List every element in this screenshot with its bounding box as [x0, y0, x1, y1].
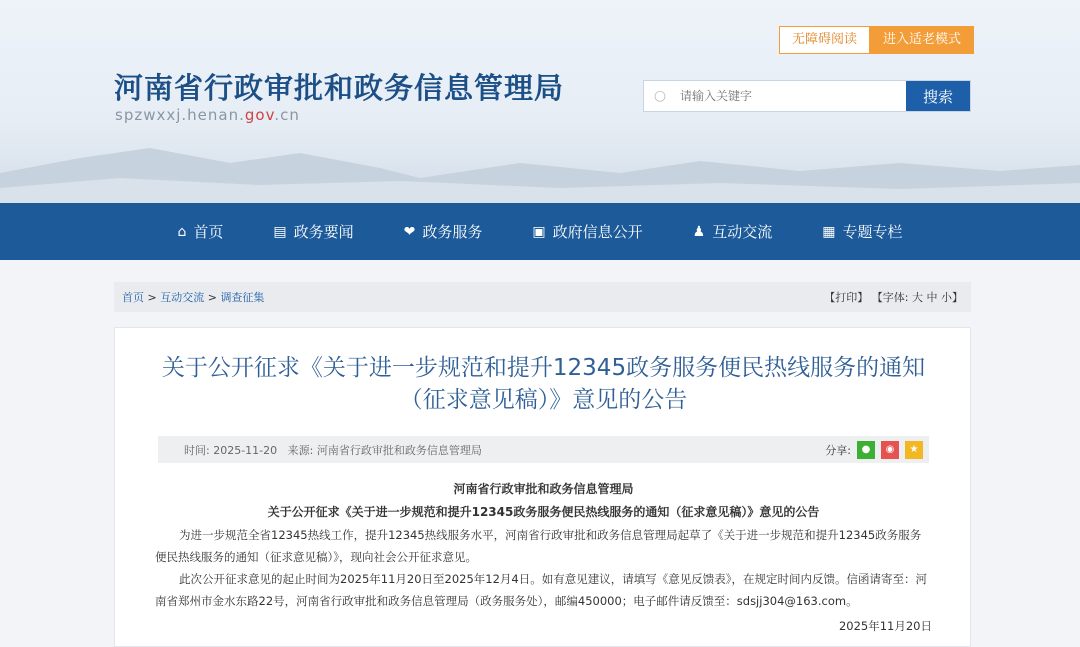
- site-title: 河南省行政审批和政务信息管理局: [114, 71, 565, 105]
- print-button[interactable]: 【打印】: [824, 291, 869, 304]
- user-icon: ♟: [692, 223, 706, 240]
- breadcrumb-survey[interactable]: 调查征集: [220, 291, 265, 304]
- nav-item-label: 政府信息公开: [552, 223, 643, 241]
- font-medium-button[interactable]: 中: [926, 291, 938, 304]
- accessibility-button[interactable]: 无障碍阅读: [779, 26, 870, 54]
- article-title: 关于公开征求《关于进一步规范和提升12345政务服务便民热线服务的通知（征求意见稿）》意见的公告: [161, 355, 926, 413]
- news-icon: ▤: [273, 223, 287, 240]
- search-button[interactable]: 搜索: [906, 81, 970, 111]
- breadcrumb: [122, 289, 264, 305]
- share-bar: [825, 441, 923, 459]
- breadcrumb-home[interactable]: 首页: [122, 291, 144, 304]
- paragraph: 为进一步规范全省12345热线工作，提升12345热线服务水平，河南省行政审批和政务信息管理局起草了《关于进一步规范和提升12345政务服务便民热线服务的通知（征求意见稿）》，现向社会公开征求意见。: [155, 528, 922, 564]
- publish-time: 时间: 2025-11-20: [184, 443, 278, 457]
- article-date: 2025年11月20日: [838, 619, 932, 633]
- article-org: 河南省行政审批和政务信息管理局: [453, 482, 634, 496]
- nav-item-label: 首页: [193, 223, 224, 241]
- nav-item-5[interactable]: [797, 203, 927, 260]
- article-source: 来源: 河南省行政审批和政务信息管理局: [287, 443, 482, 457]
- article-card: [114, 327, 971, 647]
- site-url: spzwxxj.henan.gov.cn: [115, 106, 300, 124]
- handshake-icon: ❤: [403, 223, 416, 240]
- search-input[interactable]: [676, 81, 906, 111]
- breadcrumb-sep: >: [144, 291, 161, 304]
- breadcrumb-sep: >: [204, 291, 221, 304]
- paragraph: 此次公开征求意见的起止时间为2025年11月20日至2025年12月4日。如有意见建议，请填写《意见反馈表》，在规定时间内反馈。信函请寄至：河南省郑州市金水东路22号，河南省行政审批和政务信息管理局（政务服务处），邮编450000；电子邮件请反馈至：sdsjj304@163.com。: [155, 572, 927, 608]
- weibo-icon[interactable]: ◉: [881, 441, 899, 459]
- nav-item-label: 专题专栏: [842, 223, 903, 241]
- nav-item-0[interactable]: [153, 203, 249, 260]
- wechat-icon[interactable]: ●: [857, 441, 875, 459]
- font-large-button[interactable]: 大: [912, 291, 923, 304]
- header: [0, 0, 1080, 203]
- breadcrumb-bar: [114, 282, 971, 312]
- font-size-label: 【字体:: [871, 291, 909, 304]
- nav-item-2[interactable]: [379, 203, 508, 260]
- search-icon: ○: [653, 88, 667, 104]
- search-bar: [643, 80, 971, 112]
- article-body: [155, 478, 932, 637]
- page-tools: [824, 289, 963, 305]
- nav-item-label: 政务服务: [422, 223, 483, 241]
- share-label: 分享:: [825, 443, 851, 457]
- favorite-icon[interactable]: ★: [905, 441, 923, 459]
- nav-item-3[interactable]: [507, 203, 667, 260]
- nav-item-1[interactable]: [248, 203, 378, 260]
- home-icon: ⌂: [177, 223, 187, 240]
- breadcrumb-interaction[interactable]: 互动交流: [160, 291, 205, 304]
- nav-item-label: 政务要闻: [293, 223, 354, 241]
- grid-icon: ▦: [822, 223, 836, 240]
- font-size-end: 】: [952, 291, 963, 304]
- mountain-background: [0, 133, 1080, 203]
- info-icon: ▣: [532, 223, 546, 240]
- article-meta: [158, 436, 929, 463]
- elder-mode-button[interactable]: 进入适老模式: [870, 26, 974, 54]
- font-small-button[interactable]: 小: [941, 291, 952, 304]
- nav-item-label: 互动交流: [712, 223, 773, 241]
- main-nav: [0, 203, 1080, 260]
- nav-item-4[interactable]: [668, 203, 798, 260]
- article-subtitle: 关于公开征求《关于进一步规范和提升12345政务服务便民热线服务的通知（征求意见稿）》意见的公告: [267, 505, 820, 519]
